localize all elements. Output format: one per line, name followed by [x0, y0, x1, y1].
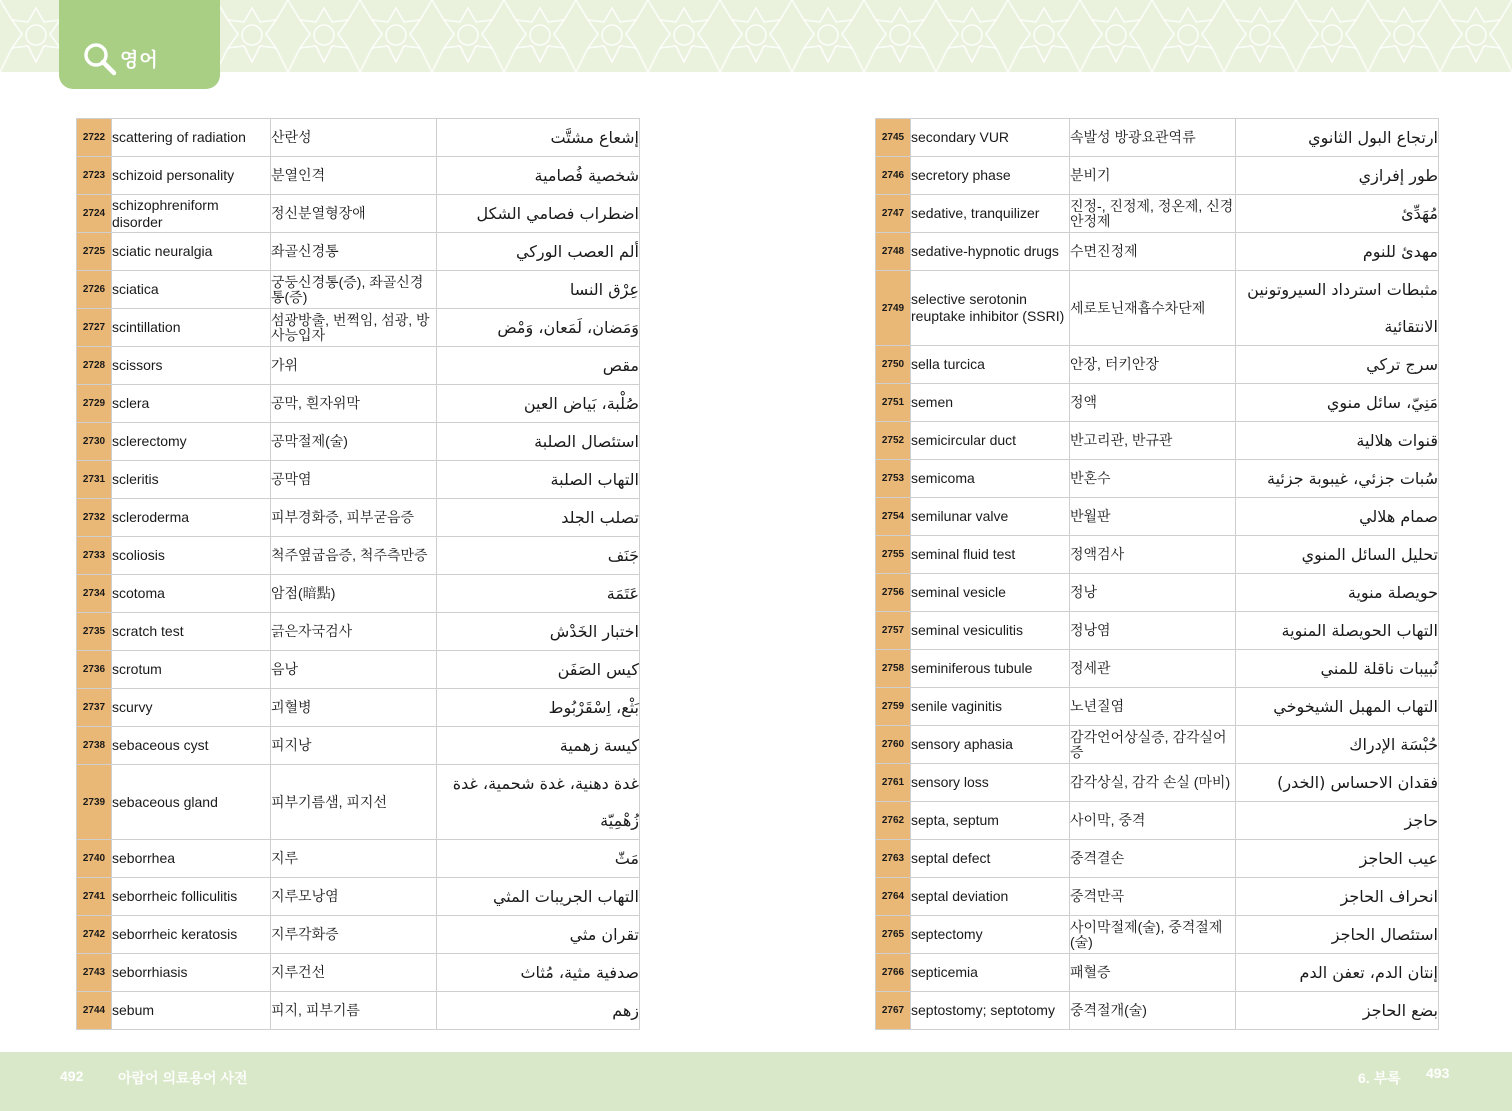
arabic-term: غدة دهنية، غدة شحمية، غدة زُهْمِيّة	[437, 765, 640, 840]
arabic-term: فقدان الاحساس (الخدر)	[1236, 764, 1439, 802]
korean-term: 피지, 피부기름	[271, 992, 437, 1030]
table-row	[876, 574, 1439, 612]
english-term: semicircular duct	[911, 422, 1070, 460]
entry-number: 2735	[77, 613, 112, 651]
english-term: semen	[911, 384, 1070, 422]
entry-number: 2754	[876, 498, 911, 536]
english-term: sciatica	[112, 271, 271, 309]
korean-term: 가위	[271, 347, 437, 385]
arabic-term: نُبيبات ناقلة للمني	[1236, 650, 1439, 688]
entry-number: 2755	[876, 536, 911, 574]
entry-number: 2765	[876, 916, 911, 954]
dictionary-table-left	[76, 118, 640, 1030]
table-row	[77, 765, 640, 840]
entry-number: 2739	[77, 765, 112, 840]
table-row	[876, 384, 1439, 422]
korean-term: 정세관	[1070, 650, 1236, 688]
arabic-term: بَثْع، اِسْقَرْبُوط	[437, 689, 640, 727]
arabic-term: عيب الحاجز	[1236, 840, 1439, 878]
english-term: scissors	[112, 347, 271, 385]
english-term: seminiferous tubule	[911, 650, 1070, 688]
korean-term: 진정-, 진정제, 정온제, 신경안정제	[1070, 195, 1236, 233]
english-term: scotoma	[112, 575, 271, 613]
english-term: septicemia	[911, 954, 1070, 992]
table-row	[876, 233, 1439, 271]
arabic-term: تصلب الجلد	[437, 499, 640, 537]
arabic-term: حُبْسَة الإدراك	[1236, 726, 1439, 764]
english-term: semilunar valve	[911, 498, 1070, 536]
arabic-term: ألم العصب الوركي	[437, 233, 640, 271]
korean-term: 안장, 터키안장	[1070, 346, 1236, 384]
page-footer	[0, 1052, 1512, 1111]
arabic-term: استئصال الصلبة	[437, 423, 640, 461]
table-row	[77, 119, 640, 157]
korean-term: 암점(暗點)	[271, 575, 437, 613]
english-term: sebum	[112, 992, 271, 1030]
english-term: sella turcica	[911, 346, 1070, 384]
english-term: sedative, tranquilizer	[911, 195, 1070, 233]
english-term: septal deviation	[911, 878, 1070, 916]
arabic-term: التهاب الجريبات المثي	[437, 878, 640, 916]
entry-number: 2759	[876, 688, 911, 726]
entry-number: 2746	[876, 157, 911, 195]
arabic-term: مَنِيّ، سائل منوي	[1236, 384, 1439, 422]
arabic-term: ارتجاع البول الثانوي	[1236, 119, 1439, 157]
entry-number: 2740	[77, 840, 112, 878]
english-term: secretory phase	[911, 157, 1070, 195]
korean-term: 음낭	[271, 651, 437, 689]
arabic-term: صمام هلالي	[1236, 498, 1439, 536]
english-term: sclera	[112, 385, 271, 423]
entry-number: 2737	[77, 689, 112, 727]
korean-term: 지루각화증	[271, 916, 437, 954]
entry-number: 2729	[77, 385, 112, 423]
arabic-term: التهاب الصلبة	[437, 461, 640, 499]
korean-term: 지루모낭염	[271, 878, 437, 916]
table-row	[77, 195, 640, 233]
table-row	[876, 195, 1439, 233]
table-row	[77, 651, 640, 689]
arabic-term: حويصلة منوية	[1236, 574, 1439, 612]
english-term: seborrheic folliculitis	[112, 878, 271, 916]
english-term: secondary VUR	[911, 119, 1070, 157]
entry-number: 2736	[77, 651, 112, 689]
table-row	[876, 346, 1439, 384]
english-term: schizoid personality	[112, 157, 271, 195]
table-row	[876, 726, 1439, 764]
arabic-term: مُهَدِّئ	[1236, 195, 1439, 233]
korean-term: 속발성 방광요관역류	[1070, 119, 1236, 157]
korean-term: 공막염	[271, 461, 437, 499]
table-row	[77, 309, 640, 347]
table-row	[77, 954, 640, 992]
search-icon	[83, 42, 117, 76]
korean-term: 정낭염	[1070, 612, 1236, 650]
korean-term: 지루	[271, 840, 437, 878]
korean-term: 궁둥신경통(증), 좌골신경통(증)	[271, 271, 437, 309]
korean-term: 섬광방출, 번쩍임, 섬광, 방사능입자	[271, 309, 437, 347]
arabic-term: مقص	[437, 347, 640, 385]
entry-number: 2726	[77, 271, 112, 309]
islamic-pattern-decoration	[0, 0, 1512, 72]
table-row	[77, 613, 640, 651]
arabic-term: تحليل السائل المنوي	[1236, 536, 1439, 574]
entry-number: 2731	[77, 461, 112, 499]
arabic-term: كيس الصَفَن	[437, 651, 640, 689]
korean-term: 피부기름샘, 피지선	[271, 765, 437, 840]
korean-term: 피지낭	[271, 727, 437, 765]
table-row	[77, 233, 640, 271]
arabic-term: مَثّ	[437, 840, 640, 878]
korean-term: 중격결손	[1070, 840, 1236, 878]
table-row	[77, 157, 640, 195]
korean-term: 산란성	[271, 119, 437, 157]
korean-term: 정액	[1070, 384, 1236, 422]
english-term: seminal vesiculitis	[911, 612, 1070, 650]
table-row	[77, 385, 640, 423]
arabic-term: إنتان الدم، تعفن الدم	[1236, 954, 1439, 992]
korean-term: 정낭	[1070, 574, 1236, 612]
korean-term: 정신분열형장애	[271, 195, 437, 233]
english-term: scratch test	[112, 613, 271, 651]
english-term: seborrheic keratosis	[112, 916, 271, 954]
entry-number: 2741	[77, 878, 112, 916]
korean-term: 사이막절제(술), 중격절제(술)	[1070, 916, 1236, 954]
english-term: schizophreniform disorder	[112, 195, 271, 233]
korean-term: 중격절개(술)	[1070, 992, 1236, 1030]
table-row	[77, 347, 640, 385]
arabic-term: سرج تركي	[1236, 346, 1439, 384]
english-term: septostomy; septotomy	[911, 992, 1070, 1030]
korean-term: 반고리관, 반규관	[1070, 422, 1236, 460]
arabic-term: وَمَضان، لَمَعان، وَمْض	[437, 309, 640, 347]
arabic-term: استئصال الحاجز	[1236, 916, 1439, 954]
entry-number: 2758	[876, 650, 911, 688]
arabic-term: زهم	[437, 992, 640, 1030]
korean-term: 감각언어상실증, 감각실어증	[1070, 726, 1236, 764]
entry-number: 2763	[876, 840, 911, 878]
entry-number: 2732	[77, 499, 112, 537]
entry-number: 2734	[77, 575, 112, 613]
table-row	[77, 840, 640, 878]
entry-number: 2750	[876, 346, 911, 384]
table-row	[876, 612, 1439, 650]
arabic-term: بضع الحاجز	[1236, 992, 1439, 1030]
korean-term: 분비기	[1070, 157, 1236, 195]
table-row	[876, 422, 1439, 460]
english-term: sedative-hypnotic drugs	[911, 233, 1070, 271]
arabic-term: تقران مثي	[437, 916, 640, 954]
korean-term: 괴혈병	[271, 689, 437, 727]
entry-number: 2745	[876, 119, 911, 157]
entry-number: 2724	[77, 195, 112, 233]
korean-term: 사이막, 중격	[1070, 802, 1236, 840]
korean-term: 노년질염	[1070, 688, 1236, 726]
english-term: semicoma	[911, 460, 1070, 498]
entry-number: 2756	[876, 574, 911, 612]
table-row	[77, 271, 640, 309]
korean-term: 수면진정제	[1070, 233, 1236, 271]
korean-term: 지루건선	[271, 954, 437, 992]
entry-number: 2743	[77, 954, 112, 992]
entry-number: 2764	[876, 878, 911, 916]
korean-term: 공막, 흰자위막	[271, 385, 437, 423]
korean-term: 반월판	[1070, 498, 1236, 536]
header-pattern-band	[0, 0, 1512, 72]
english-term: sclerectomy	[112, 423, 271, 461]
korean-term: 좌골신경통	[271, 233, 437, 271]
table-row	[77, 575, 640, 613]
korean-term: 중격만곡	[1070, 878, 1236, 916]
entry-number: 2748	[876, 233, 911, 271]
arabic-term: انحراف الحاجز	[1236, 878, 1439, 916]
korean-term: 공막절제(술)	[271, 423, 437, 461]
table-row	[77, 878, 640, 916]
section-tab	[59, 0, 220, 89]
table-row	[77, 537, 640, 575]
english-term: scoliosis	[112, 537, 271, 575]
arabic-term: سُبات جزئي، غيبوبة جزئية	[1236, 460, 1439, 498]
english-term: scattering of radiation	[112, 119, 271, 157]
english-term: septectomy	[911, 916, 1070, 954]
english-term: seminal vesicle	[911, 574, 1070, 612]
english-term: selective serotonin reuptake inhibitor (SSRI)	[911, 271, 1070, 346]
entry-number: 2744	[77, 992, 112, 1030]
english-term: scintillation	[112, 309, 271, 347]
entry-number: 2733	[77, 537, 112, 575]
arabic-term: جَنَف	[437, 537, 640, 575]
entry-number: 2751	[876, 384, 911, 422]
table-row	[77, 423, 640, 461]
entry-number: 2730	[77, 423, 112, 461]
arabic-term: مهدئ للنوم	[1236, 233, 1439, 271]
arabic-term: قنوات هلالية	[1236, 422, 1439, 460]
left-page-table	[76, 118, 640, 1030]
table-row	[876, 460, 1439, 498]
table-row	[77, 916, 640, 954]
entry-number: 2723	[77, 157, 112, 195]
entry-number: 2727	[77, 309, 112, 347]
table-row	[876, 802, 1439, 840]
table-row	[876, 271, 1439, 346]
korean-term: 척주옆굽음증, 척주측만증	[271, 537, 437, 575]
entry-number: 2725	[77, 233, 112, 271]
english-term: sebaceous gland	[112, 765, 271, 840]
arabic-term: كيسة زهمية	[437, 727, 640, 765]
table-row	[876, 688, 1439, 726]
arabic-term: عَتَمَة	[437, 575, 640, 613]
arabic-term: صُلْبة، بَياض العين	[437, 385, 640, 423]
arabic-term: إشعاع مشتَّت	[437, 119, 640, 157]
english-term: sensory loss	[911, 764, 1070, 802]
entry-number: 2757	[876, 612, 911, 650]
table-row	[876, 536, 1439, 574]
section-title: 영어	[120, 50, 159, 71]
right-page-table	[875, 118, 1439, 1030]
arabic-term: حاجز	[1236, 802, 1439, 840]
entry-number: 2766	[876, 954, 911, 992]
chapter-label: 6. 부록	[1358, 1070, 1401, 1086]
entry-number: 2738	[77, 727, 112, 765]
english-term: seborrhea	[112, 840, 271, 878]
entry-number: 2749	[876, 271, 911, 346]
entry-number: 2767	[876, 992, 911, 1030]
table-row	[77, 689, 640, 727]
table-row	[77, 499, 640, 537]
english-term: scleritis	[112, 461, 271, 499]
table-row	[876, 840, 1439, 878]
entry-number: 2753	[876, 460, 911, 498]
table-row	[77, 727, 640, 765]
table-row	[876, 119, 1439, 157]
entry-number: 2752	[876, 422, 911, 460]
english-term: seminal fluid test	[911, 536, 1070, 574]
arabic-term: شخصية فُصامية	[437, 157, 640, 195]
english-term: septa, septum	[911, 802, 1070, 840]
english-term: sensory aphasia	[911, 726, 1070, 764]
entry-number: 2747	[876, 195, 911, 233]
english-term: scleroderma	[112, 499, 271, 537]
arabic-term: طور إفرازي	[1236, 157, 1439, 195]
arabic-term: مثبطات استرداد السيروتونين الانتقائية	[1236, 271, 1439, 346]
english-term: scurvy	[112, 689, 271, 727]
entry-number: 2761	[876, 764, 911, 802]
entry-number: 2760	[876, 726, 911, 764]
korean-term: 패혈증	[1070, 954, 1236, 992]
korean-term: 정액검사	[1070, 536, 1236, 574]
table-row	[876, 650, 1439, 688]
arabic-term: التهاب الحويصلة المنوية	[1236, 612, 1439, 650]
korean-term: 분열인격	[271, 157, 437, 195]
english-term: scrotum	[112, 651, 271, 689]
left-page-number: 492	[60, 1068, 84, 1084]
arabic-term: عِرْق النسا	[437, 271, 640, 309]
table-row	[77, 992, 640, 1030]
table-row	[876, 157, 1439, 195]
table-row	[876, 878, 1439, 916]
table-row	[77, 461, 640, 499]
english-term: sebaceous cyst	[112, 727, 271, 765]
table-row	[876, 992, 1439, 1030]
english-term: seborrhiasis	[112, 954, 271, 992]
arabic-term: التهاب المهبل الشيخوخي	[1236, 688, 1439, 726]
book-title: 아랍어 의료용어 사전	[118, 1070, 248, 1086]
english-term: sciatic neuralgia	[112, 233, 271, 271]
korean-term: 긁은자국검사	[271, 613, 437, 651]
korean-term: 반혼수	[1070, 460, 1236, 498]
arabic-term: اختبار الخَدْش	[437, 613, 640, 651]
arabic-term: اضطراب فصامي الشكل	[437, 195, 640, 233]
table-row	[876, 916, 1439, 954]
table-row	[876, 954, 1439, 992]
english-term: septal defect	[911, 840, 1070, 878]
entry-number: 2728	[77, 347, 112, 385]
dictionary-table-right	[875, 118, 1439, 1030]
table-row	[876, 764, 1439, 802]
korean-term: 감각상실, 감각 손실 (마비)	[1070, 764, 1236, 802]
english-term: senile vaginitis	[911, 688, 1070, 726]
table-row	[876, 498, 1439, 536]
korean-term: 세로토닌재흡수차단제	[1070, 271, 1236, 346]
korean-term: 피부경화증, 피부굳음증	[271, 499, 437, 537]
entry-number: 2762	[876, 802, 911, 840]
entry-number: 2742	[77, 916, 112, 954]
entry-number: 2722	[77, 119, 112, 157]
right-page-number: 493	[1426, 1065, 1450, 1081]
arabic-term: صدفية مثية، مُثاث	[437, 954, 640, 992]
